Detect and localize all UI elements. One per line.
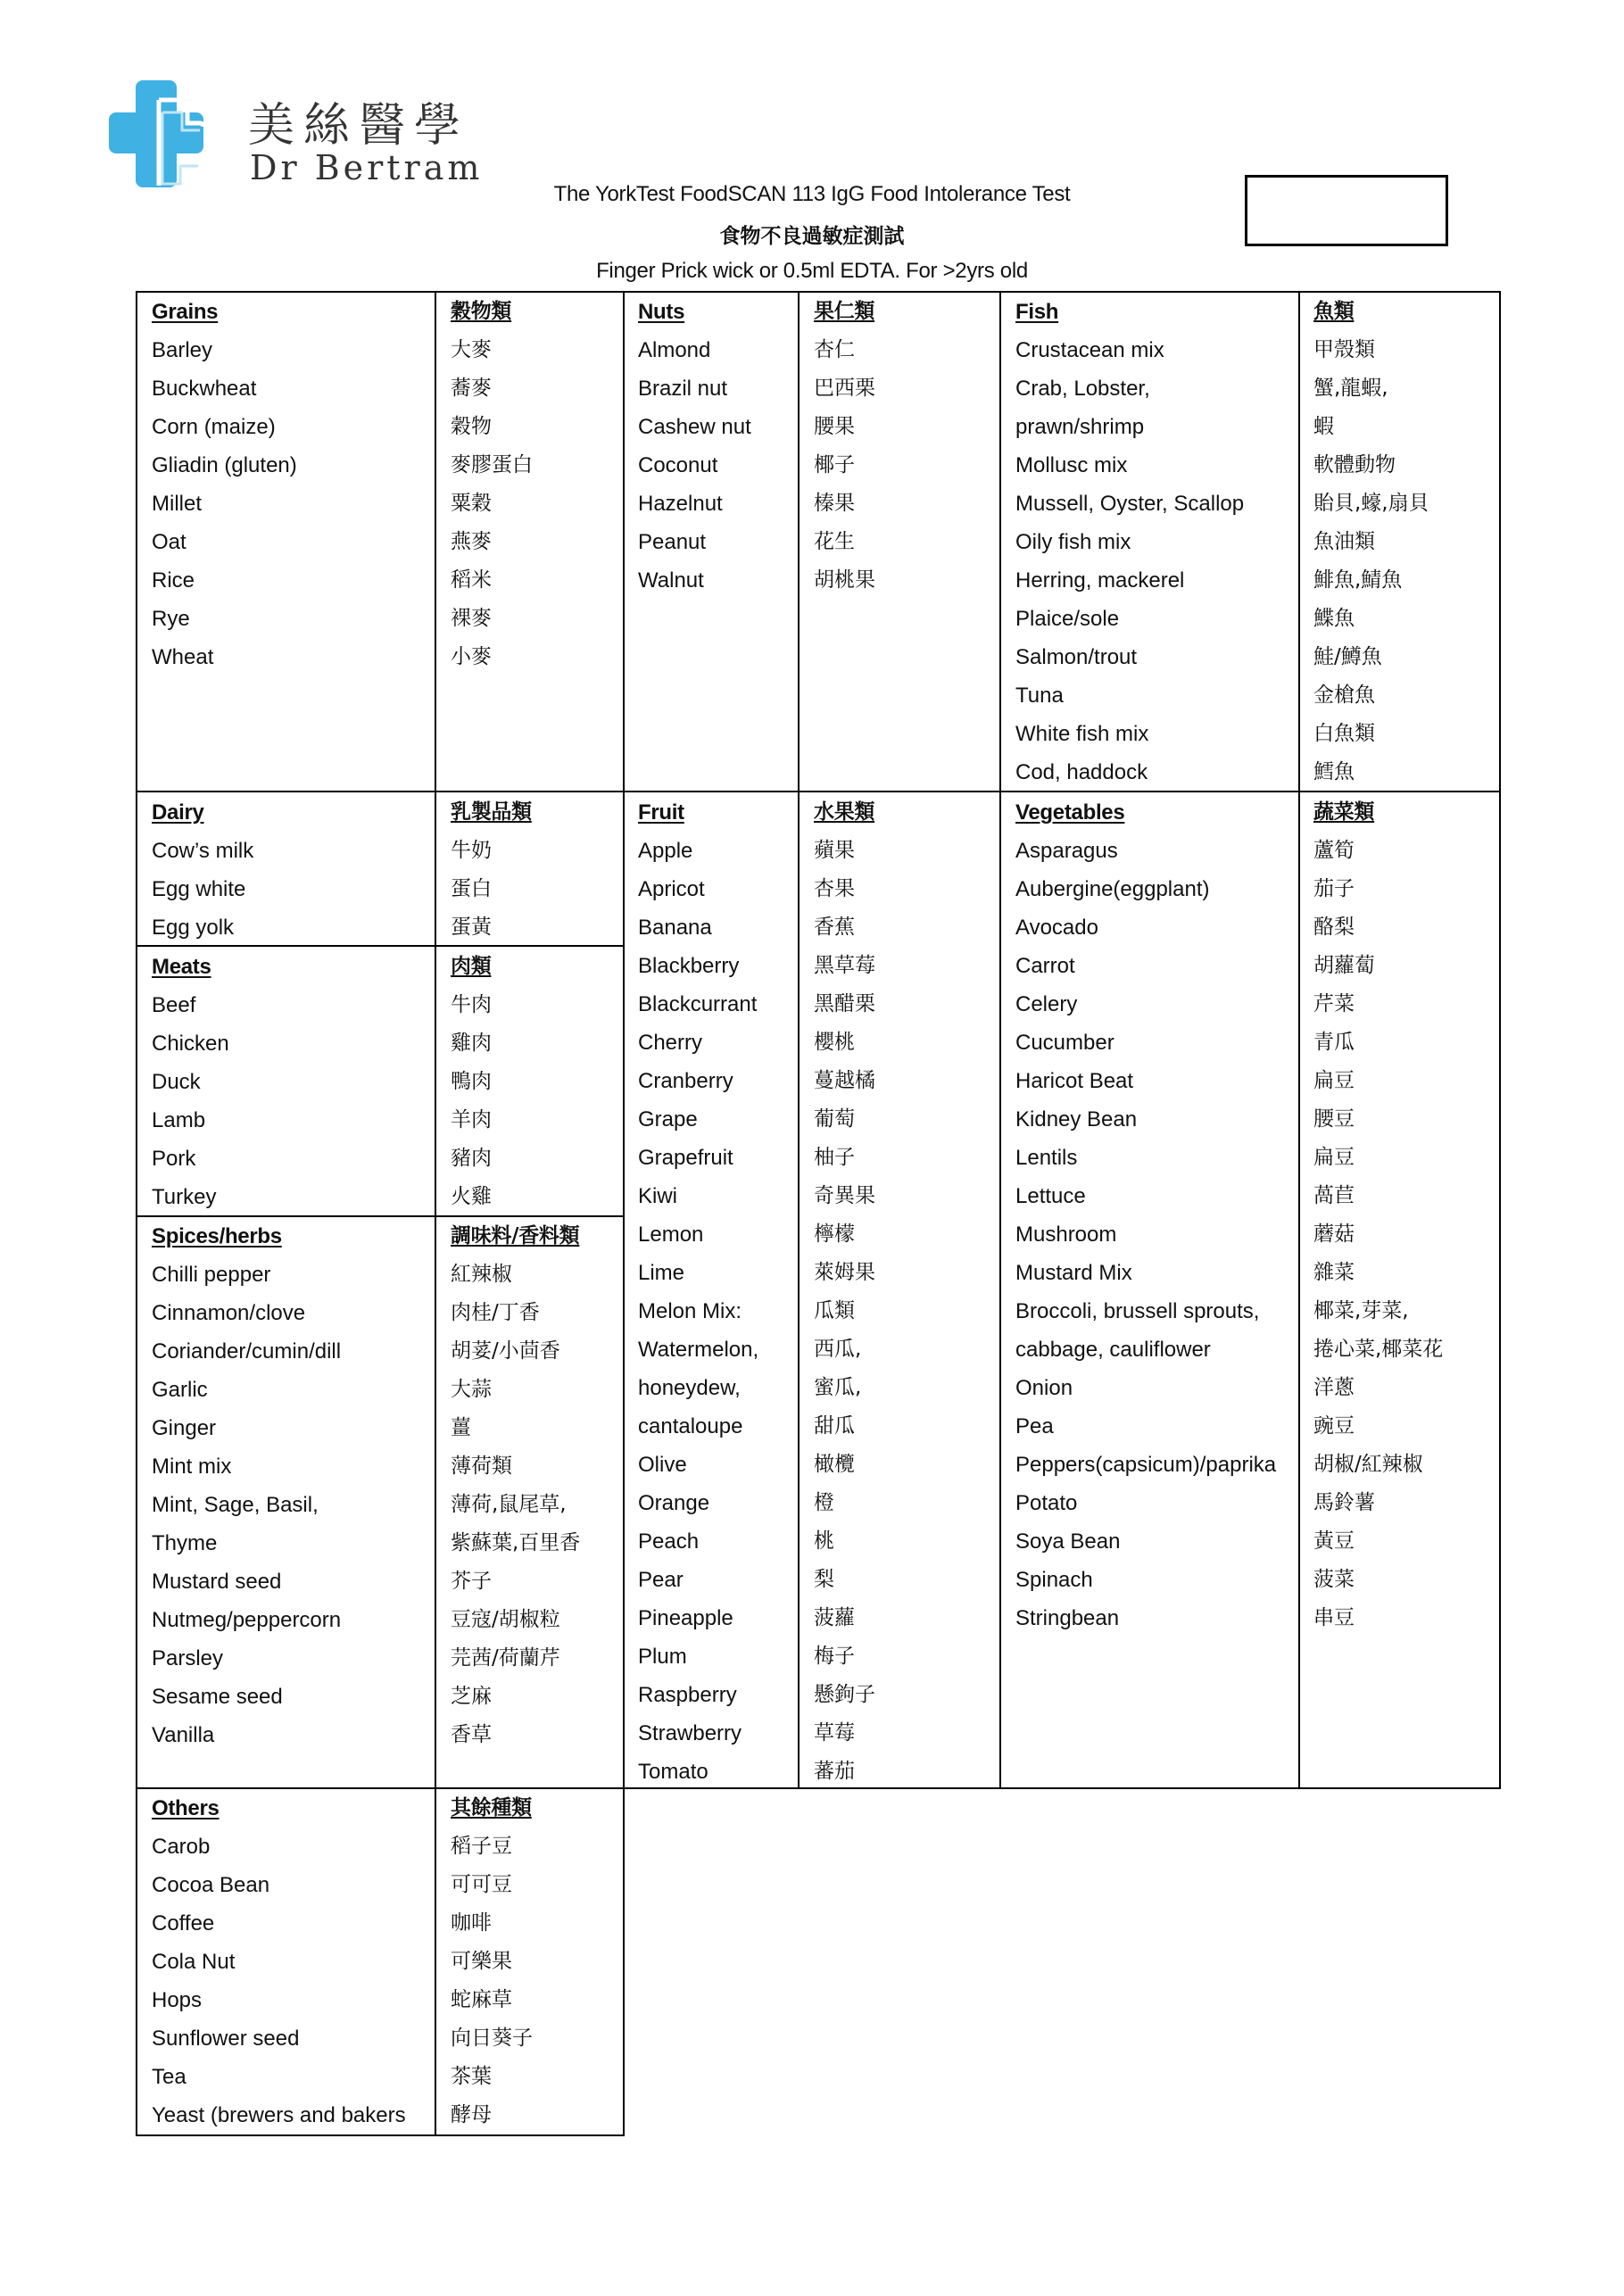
list-item: 向日葵子 [451,2027,533,2050]
list-item: Pork [152,1147,196,1171]
list-item: 橙 [814,1491,834,1514]
list-item: Pea [1015,1414,1054,1438]
list-item: Mint, Sage, Basil, [152,1493,319,1517]
list-item: 梅子 [814,1645,855,1668]
list-item: 芥子 [451,1570,492,1593]
list-item: Cod, haddock [1015,760,1148,784]
list-item: 黑草莓 [814,954,875,977]
list-item: Coriander/cumin/dill [152,1339,342,1364]
list-item: Tuna [1015,684,1064,708]
list-item: Mint mix [152,1455,232,1479]
list-item: Duck [152,1070,201,1094]
list-item: 小麥 [451,645,492,668]
list-item: 蔓越橘 [814,1069,875,1092]
list-item: prawn/shrimp [1015,415,1145,439]
list-item: honeydew, [638,1376,741,1400]
nuts-header-chinese: 果仁類 [814,300,875,323]
list-item: 葡萄 [814,1107,855,1131]
list-item: 稻子豆 [451,1835,512,1858]
list-item: Raspberry [638,1683,737,1707]
list-item: 金槍魚 [1313,684,1375,707]
list-item: 薄荷,鼠尾草, [451,1493,567,1516]
list-item: Peanut [638,530,707,554]
list-item: 雜菜 [1313,1261,1355,1284]
list-item: 鱈魚 [1313,760,1355,783]
list-item: Cinnamon/clove [152,1301,306,1325]
list-item: Ginger [152,1416,217,1440]
list-item: Yeast (brewers and bakers [152,2103,406,2127]
list-item: Barley [152,338,213,362]
list-item: Apple [638,839,693,863]
list-item: 胡桃果 [814,568,875,592]
list-item: 香草 [451,1723,492,1746]
list-item: Thyme [152,1531,218,1555]
list-item: Cocoa Bean [152,1873,270,1897]
reference-number-box[interactable] [1245,175,1448,246]
list-item: Rye [152,607,190,631]
list-item: White fish mix [1015,722,1149,746]
list-item: 杏果 [814,877,855,900]
list-item: 鯡魚,鯖魚 [1313,568,1403,592]
list-item: Coconut [638,453,718,477]
list-item: Grape [638,1107,698,1131]
list-item: Broccoli, brussell sprouts, [1015,1299,1260,1323]
spices-header-chinese: 調味料/香料類 [451,1224,580,1247]
list-item: 可樂果 [451,1950,512,1973]
list-item: 菠菜 [1313,1568,1355,1591]
meats-header: Meats [152,955,211,979]
grains-header: Grains [152,300,219,324]
list-item: 燕麥 [451,530,492,553]
list-item: Crab, Lobster, [1015,377,1150,401]
list-item: Potato [1015,1491,1078,1515]
list-item: Rice [152,568,195,593]
list-item: 大蒜 [451,1378,492,1401]
list-item: cantaloupe [638,1414,743,1438]
list-item: 魚油類 [1313,530,1375,553]
list-item: Aubergine(eggplant) [1015,877,1210,901]
list-item: 蜜瓜, [814,1376,862,1399]
vegetables-header-chinese: 蔬菜類 [1313,800,1375,824]
list-item: 腰果 [814,415,855,438]
fruit-header-chinese: 水果類 [814,800,875,824]
list-item: Pineapple [638,1606,733,1630]
list-item: Mustard seed [152,1570,282,1594]
list-item: Salmon/trout [1015,645,1138,669]
dairy-header: Dairy [152,800,204,825]
list-item: Almond [638,338,711,362]
list-item: Banana [638,916,712,940]
list-item: 檸檬 [814,1223,855,1246]
list-item: Haricot Beat [1015,1069,1134,1093]
list-item: 酪梨 [1313,916,1355,939]
others-header: Others [152,1796,220,1820]
list-item: 麥膠蛋白 [451,453,533,477]
list-item: 雞肉 [451,1032,492,1055]
vegetables-english-column [1015,793,1276,1637]
nuts-header: Nuts [638,300,685,324]
dairy-chinese-column [451,793,532,947]
list-item: 穀物 [451,415,492,438]
fruit-header: Fruit [638,800,684,825]
list-item: 紫蘇葉,百里香 [451,1531,581,1554]
list-item: 菠蘿 [814,1606,855,1629]
fish-header-chinese: 魚類 [1313,300,1355,323]
list-item: Apricot [638,877,705,901]
list-item: 大麥 [451,338,492,361]
list-item: Vanilla [152,1723,215,1747]
list-item: 奇異果 [814,1184,875,1207]
list-item: Blackberry [638,954,740,978]
list-item: Brazil nut [638,377,728,401]
list-item: 薑 [451,1416,471,1439]
list-item: 粟穀 [451,492,492,515]
list-item: 橄欖 [814,1453,855,1476]
list-item: Sunflower seed [152,2027,300,2051]
list-item: Cucumber [1015,1031,1114,1055]
list-item: Plaice/sole [1015,607,1120,631]
list-item: Spinach [1015,1568,1093,1592]
list-item: Buckwheat [152,377,257,401]
list-item: 洋蔥 [1313,1376,1355,1399]
list-item: 茶葉 [451,2065,492,2088]
list-item: 草莓 [814,1721,855,1745]
spices-chinese-column [451,1217,580,1754]
list-item: 稻米 [451,568,492,592]
list-item: 蛋黃 [451,916,492,939]
list-item: Peppers(capsicum)/paprika [1015,1453,1277,1477]
list-item: Tea [152,2065,186,2089]
list-item: Olive [638,1453,687,1477]
list-item: Tomato [638,1760,708,1784]
list-item: 蘋果 [814,839,855,862]
list-item: 鴨肉 [451,1070,492,1093]
fish-english-column [1015,293,1244,792]
list-item: Blackcurrant [638,992,758,1016]
list-item: Lemon [638,1223,704,1247]
list-item: 榛果 [814,492,855,515]
list-item: 香蕉 [814,916,855,939]
list-item: Crustacean mix [1015,338,1164,362]
list-item: 肉桂/丁香 [451,1301,540,1324]
nuts-chinese-column [814,293,875,600]
logo-chinese-name: 美絲醫學 [248,99,470,153]
list-item: 蟹,龍蝦, [1313,377,1388,400]
list-item: 甲殼類 [1313,338,1375,361]
list-item: Avocado [1015,916,1098,940]
list-item: Kiwi [638,1184,678,1208]
list-item: 杏仁 [814,338,855,361]
list-item: Mustard Mix [1015,1261,1132,1285]
list-item: 捲心菜,椰菜花 [1313,1338,1444,1361]
list-item: 巴西栗 [814,377,875,400]
list-item: Hazelnut [638,492,723,516]
list-item: Corn (maize) [152,415,276,439]
list-item: Chilli pepper [152,1263,271,1287]
list-item: 裸麥 [451,607,492,630]
list-item: 鰈魚 [1313,607,1355,630]
dairy-english-column [152,793,253,947]
list-item: Orange [638,1491,710,1515]
list-item: Celery [1015,992,1078,1016]
list-item: 櫻桃 [814,1031,855,1054]
list-item: Mushroom [1015,1223,1117,1247]
list-item: 豬肉 [451,1147,492,1170]
list-item: cabbage, cauliflower [1015,1338,1211,1362]
list-item: 茄子 [1313,877,1355,900]
list-item: 芫茜/荷蘭芹 [451,1646,560,1670]
list-item: 羊肉 [451,1108,492,1131]
list-item: 牛肉 [451,993,492,1016]
list-item: Beef [152,993,196,1017]
list-item: 萵苣 [1313,1184,1355,1207]
list-item: Coffee [152,1911,215,1935]
list-item: 腰豆 [1313,1107,1355,1131]
cross-logo-icon [107,73,205,196]
list-item: Lamb [152,1108,206,1132]
list-item: 蘑菇 [1313,1223,1355,1246]
list-item: 蝦 [1313,415,1334,438]
meats-header-chinese: 肉類 [451,955,492,978]
list-item: 軟體動物 [1313,453,1396,477]
list-item: 鮭/鱒魚 [1313,645,1382,668]
list-item: Walnut [638,568,704,593]
list-item: 懸鉤子 [814,1683,875,1706]
document-subtitle: Finger Prick wick or 0.5ml EDTA. For >2yrs old [596,259,1028,283]
list-item: Asparagus [1015,839,1118,863]
list-item: 馬鈴薯 [1313,1491,1375,1514]
list-item: Kidney Bean [1015,1107,1138,1131]
vegetables-chinese-column [1313,793,1443,1637]
spices-header: Spices/herbs [152,1224,282,1248]
others-english-column [152,1789,406,2134]
list-item: 甜瓜 [814,1414,855,1438]
list-item: 椰子 [814,453,855,477]
list-item: Egg yolk [152,916,235,940]
list-item: Lettuce [1015,1184,1086,1208]
list-item: 豆寇/胡椒粒 [451,1608,560,1631]
meats-english-column [152,948,229,1216]
list-item: Herring, mackerel [1015,568,1185,593]
grains-header-chinese: 穀物類 [451,300,512,323]
list-item: Carob [152,1835,211,1859]
list-item: Parsley [152,1646,224,1670]
list-item: 酵母 [451,2103,492,2126]
list-item: 扁豆 [1313,1146,1355,1169]
list-item: 黃豆 [1313,1529,1355,1553]
list-item: Gliadin (gluten) [152,453,297,477]
list-item: Strawberry [638,1721,742,1745]
list-item: Sesame seed [152,1685,283,1709]
grains-chinese-column [451,293,533,676]
dairy-header-chinese: 乳製品類 [451,800,532,824]
list-item: Plum [638,1645,687,1669]
others-chinese-column [451,1789,533,2134]
list-item: Lime [638,1261,685,1285]
list-item: 蕎麥 [451,377,492,400]
list-item: Garlic [152,1378,208,1402]
list-item: Cashew nut [638,415,751,439]
list-item: Stringbean [1015,1606,1120,1630]
list-item: Chicken [152,1032,229,1056]
list-item: 蛋白 [451,877,492,900]
list-item: Millet [152,492,203,516]
list-item: Oily fish mix [1015,530,1131,554]
list-item: Nutmeg/peppercorn [152,1608,342,1632]
list-item: 胡蘿蔔 [1313,954,1375,977]
list-item: Grapefruit [638,1146,733,1170]
list-item: 牛奶 [451,839,492,862]
list-item: 蛇麻草 [451,1988,512,2011]
list-item: 火雞 [451,1185,492,1208]
list-item: Hops [152,1988,203,2012]
list-item: 芹菜 [1313,992,1355,1015]
list-item: Peach [638,1529,700,1554]
list-item: Onion [1015,1376,1073,1400]
list-item: 胡荽/小茴香 [451,1339,560,1363]
fish-header: Fish [1015,300,1059,324]
list-item: Soya Bean [1015,1529,1121,1554]
list-item: Watermelon, [638,1338,759,1362]
list-item: Oat [152,530,186,554]
nuts-english-column [638,293,751,600]
list-item: 薄荷類 [451,1455,512,1478]
list-item: Mussell, Oyster, Scallop [1015,492,1245,516]
list-item: Mollusc mix [1015,453,1128,477]
list-item: Wheat [152,645,214,669]
document-title: The YorkTest FoodSCAN 113 IgG Food Intolerance Test [553,182,1071,206]
grains-english-column [152,293,297,676]
list-item: 貽貝,蠔,扇貝 [1313,492,1429,515]
list-item: 胡椒/紅辣椒 [1313,1453,1423,1476]
vegetables-header: Vegetables [1015,800,1125,825]
logo-english-name: Dr Bertram [250,148,484,187]
fruit-chinese-column [814,793,875,1791]
list-item: 椰菜,芽菜, [1313,1299,1409,1322]
list-item: 豌豆 [1313,1414,1355,1438]
list-item: 萊姆果 [814,1261,875,1284]
list-item: 串豆 [1313,1606,1355,1629]
list-item: 扁豆 [1313,1069,1355,1092]
list-item: 柚子 [814,1146,855,1169]
list-item: Melon Mix: [638,1299,742,1323]
document-title-chinese: 食物不良過敏症測試 [719,224,905,247]
list-item: 芝麻 [451,1685,492,1708]
list-item: 蘆筍 [1313,839,1355,862]
list-item: Carrot [1015,954,1075,978]
fruit-english-column [638,793,758,1791]
list-item: 黑醋栗 [814,992,875,1015]
list-item: 梨 [814,1568,834,1591]
fish-chinese-column [1313,293,1429,792]
list-item: Egg white [152,877,246,901]
list-item: 西瓜, [814,1338,862,1361]
list-item: 青瓜 [1313,1031,1355,1054]
spices-english-column [152,1217,341,1754]
list-item: 紅辣椒 [451,1263,512,1286]
list-item: Cranberry [638,1069,733,1093]
list-item: 白魚類 [1313,722,1375,745]
list-item: Pear [638,1568,684,1592]
list-item: 蕃茄 [814,1760,855,1783]
list-item: 花生 [814,530,855,553]
list-item: Turkey [152,1185,217,1209]
list-item: Lentils [1015,1146,1078,1170]
list-item: Cherry [638,1031,703,1055]
others-header-chinese: 其餘種類 [451,1796,532,1819]
meats-chinese-column [451,948,492,1216]
list-item: 可可豆 [451,1873,512,1896]
list-item: 桃 [814,1529,834,1553]
list-item: 瓜類 [814,1299,855,1322]
list-item: 咖啡 [451,1911,492,1935]
list-item: Cola Nut [152,1950,236,1974]
list-item: Cow’s milk [152,839,254,863]
